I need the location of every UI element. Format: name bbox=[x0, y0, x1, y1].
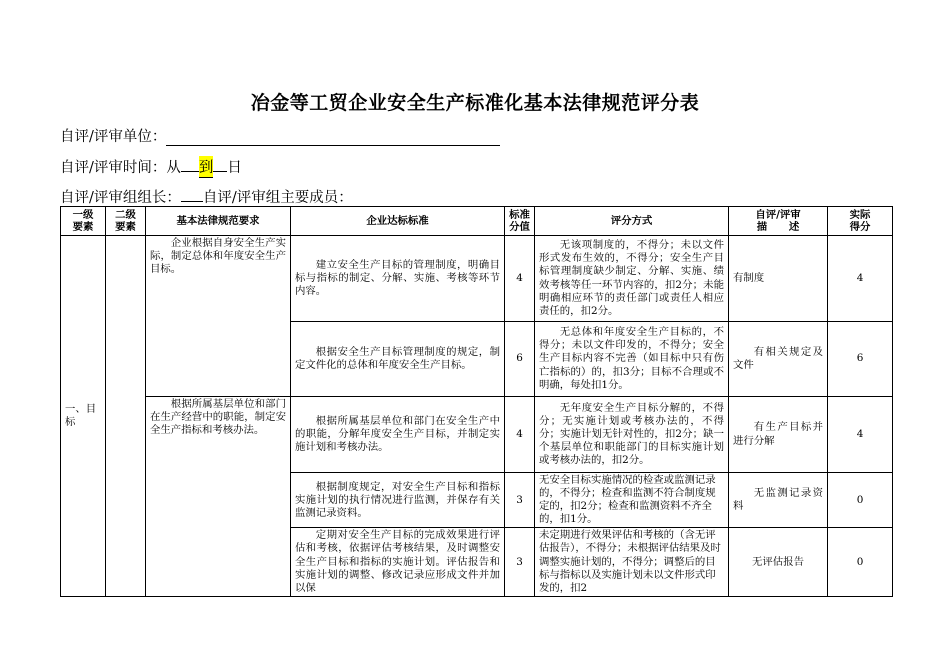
header-law: 基本法律规范要求 bbox=[146, 207, 291, 236]
members-label: 自评/评审组主要成员： bbox=[202, 190, 353, 206]
time-line bbox=[60, 156, 242, 178]
time-blank-1[interactable] bbox=[181, 171, 199, 172]
header-standard: 企业达标标准 bbox=[291, 207, 505, 236]
time-day: 日 bbox=[227, 160, 242, 176]
score-value: 4 bbox=[505, 397, 535, 473]
method-cell: 无年度安全生产目标分解的，不得分；无实施计划或考核办法的，不得分；实施计划无针对性的，扣2分；缺一个基层单位和职能部门的目标实施计划或考核办法的，扣2分。 bbox=[535, 397, 729, 473]
standard-cell: 根据所属基层单位和部门在安全生产中的职能，分解年度安全生产目标，并制定实施计划和考核办法。 bbox=[291, 397, 505, 473]
header-method: 评分方式 bbox=[535, 207, 729, 236]
description-cell[interactable]: 无评估报告 bbox=[729, 528, 828, 596]
time-to: 到 bbox=[199, 156, 214, 178]
leader-label: 自评/评审组组长： bbox=[60, 190, 181, 206]
leader-blank[interactable] bbox=[181, 201, 203, 202]
header-actual: 实际 得分 bbox=[828, 207, 893, 236]
method-cell: 无该项制度的，不得分；未以文件形式发布生效的，不得分；安全生产目标管理制度缺少制定、分解、实施、绩效考核等任一环节内容的，扣2分；未能明确相应环节的责任部门或责任人相应责任的，扣2分。 bbox=[535, 236, 729, 322]
members-blank[interactable] bbox=[353, 190, 531, 207]
time-blank-2[interactable] bbox=[213, 171, 227, 172]
description-cell[interactable]: 有生产目标并进行分解 bbox=[729, 397, 828, 473]
header-description: 自评/评审 描 述 bbox=[729, 207, 828, 236]
law-requirement: 根据所属基层单位和部门在生产经营中的职能，制定安全生产指标和考核办法。 bbox=[146, 397, 291, 597]
header-row bbox=[61, 207, 893, 236]
standard-cell: 根据安全生产目标管理制度的规定，制定文件化的总体和年度安全生产目标。 bbox=[291, 322, 505, 397]
method-cell: 无总体和年度安全生产目标的，不得分；未以文件印发的，不得分；安全生产目标内容不完善（如目标中只有伤亡指标的）的，扣3分；目标不合理或不明确，每处扣1分。 bbox=[535, 322, 729, 397]
unit-line bbox=[60, 125, 500, 146]
page-title: 冶金等工贸企业安全生产标准化基本法律规范评分表 bbox=[250, 92, 700, 114]
header-score: 标准 分值 bbox=[505, 207, 535, 236]
method-cell: 无安全目标实施情况的检查或监测记录的，不得分；检查和监测不符合制度规定的，扣2分；检查和监测资料不齐全的，扣1分。 bbox=[535, 473, 729, 528]
description-cell[interactable]: 无监测记录资料 bbox=[729, 473, 828, 528]
standard-cell: 定期对安全生产目标的完成效果进行评估和考核，依据评估考核结果，及时调整安全生产目标和指标的实施计划。评估报告和实施计划的调整、修改记录应形成文件并加以保 bbox=[291, 528, 505, 596]
standard-cell: 建立安全生产目标的管理制度，明确目标与指标的制定、分解、实施、考核等环节内容。 bbox=[291, 236, 505, 322]
element-level2 bbox=[106, 236, 146, 597]
actual-score[interactable]: 4 bbox=[828, 236, 893, 322]
element-level1: 一、目标 bbox=[61, 236, 106, 597]
actual-score[interactable]: 4 bbox=[828, 397, 893, 473]
actual-score[interactable]: 0 bbox=[828, 473, 893, 528]
standard-cell: 根据制度规定，对安全生产目标和指标实施计划的执行情况进行监测，并保存有关监测记录资料。 bbox=[291, 473, 505, 528]
score-value: 4 bbox=[505, 236, 535, 322]
header-level2: 二级 要素 bbox=[106, 207, 146, 236]
score-value: 3 bbox=[505, 528, 535, 596]
unit-label: 自评/评审单位： bbox=[60, 129, 167, 145]
score-table bbox=[60, 206, 893, 597]
actual-score[interactable]: 6 bbox=[828, 322, 893, 397]
table-row bbox=[61, 236, 893, 322]
description-cell[interactable]: 有制度 bbox=[729, 236, 828, 322]
score-value: 6 bbox=[505, 322, 535, 397]
law-requirement: 企业根据自身安全生产实际，制定总体和年度安全生产目标。 bbox=[146, 236, 291, 397]
actual-score[interactable]: 0 bbox=[828, 528, 893, 596]
header-level1: 一级 要素 bbox=[61, 207, 106, 236]
method-cell: 未定期进行效果评估和考核的（含无评估报告），不得分；未根据评估结果及时调整实施计划的，不得分；调整后的目标与指标以及实施计划未以文件形式印发的，扣2 bbox=[535, 528, 729, 596]
leader-line bbox=[60, 186, 531, 207]
time-label: 自评/评审时间：从 bbox=[60, 160, 181, 176]
score-value: 3 bbox=[505, 473, 535, 528]
unit-blank[interactable] bbox=[166, 129, 500, 146]
table-row bbox=[61, 397, 893, 473]
description-cell[interactable]: 有相关规定及文件 bbox=[729, 322, 828, 397]
